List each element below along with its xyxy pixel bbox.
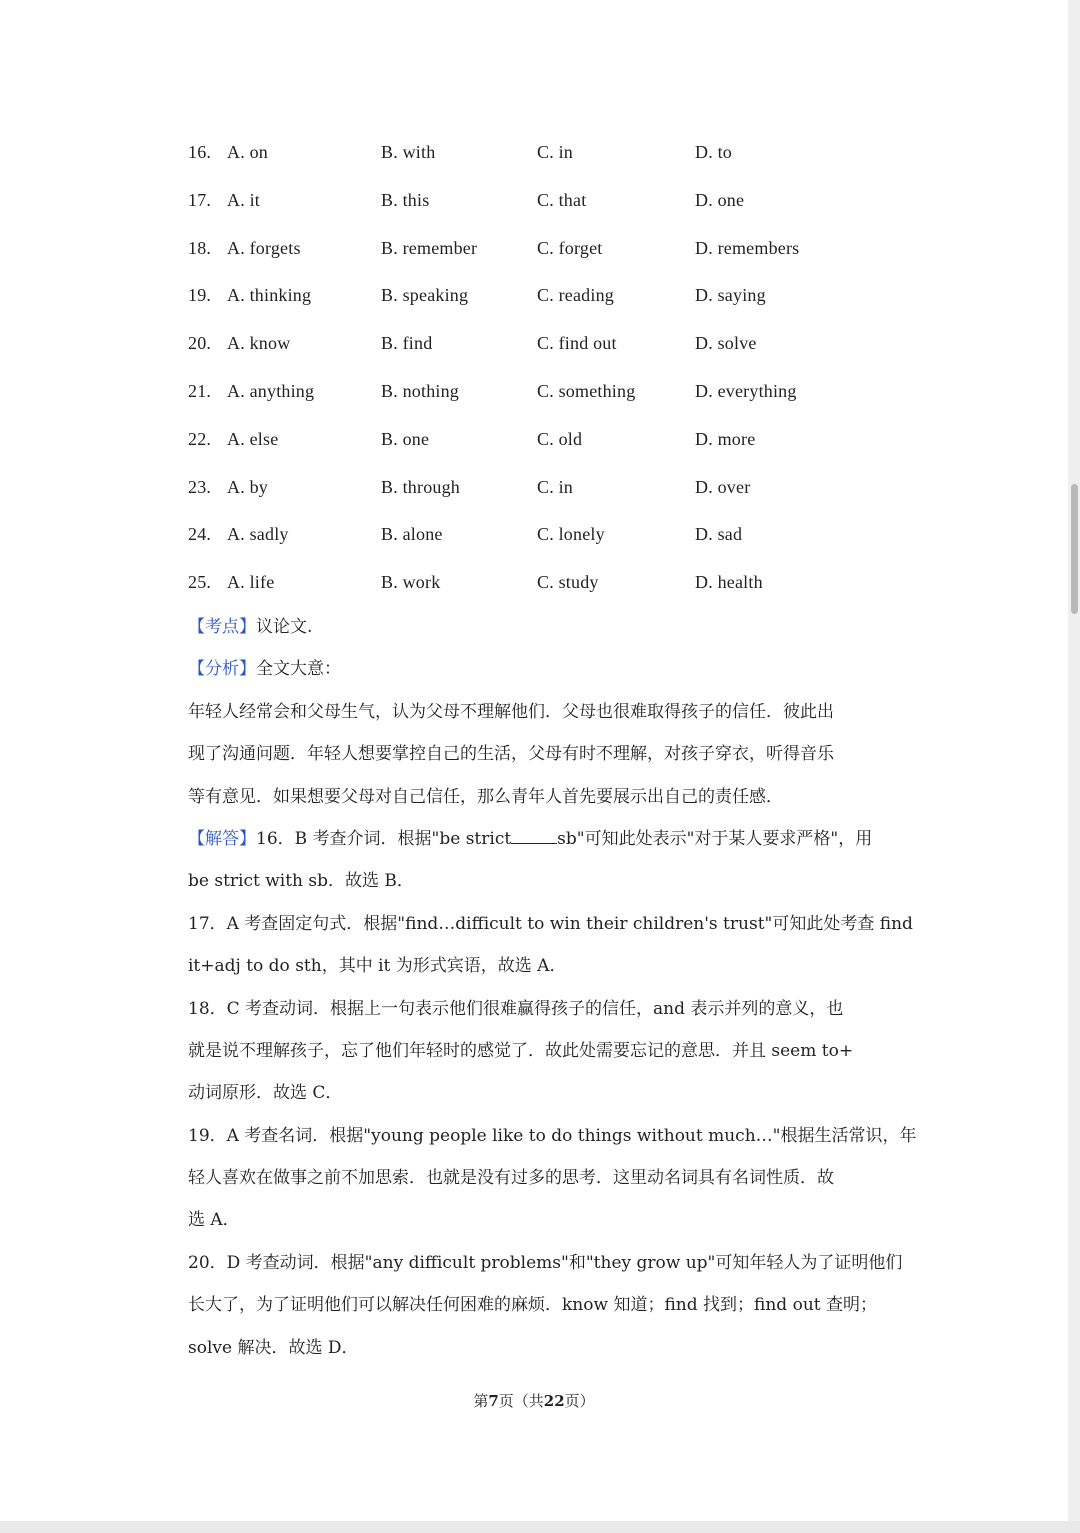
question-row: [188, 185, 888, 233]
option-b: B. one: [381, 428, 430, 449]
question-number: 20.: [188, 333, 212, 354]
option-c: C. in: [537, 142, 574, 162]
paragraph-line: 轻人喜欢在做事之前不加思索．也就是没有过多的思考．这里动名词具有名词性质．故: [188, 1168, 834, 1189]
question-row: [188, 233, 888, 281]
fenxi-text: 全文大意：: [256, 659, 341, 680]
option-d: D. saying: [695, 285, 766, 306]
option-b: B. through: [381, 476, 461, 497]
paragraph-line: 17．A 考查固定句式．根据"find…difficult to win their children's trust"可知此处考查 find: [188, 913, 913, 934]
question-row: [188, 519, 888, 567]
option-a: A. know: [227, 333, 291, 354]
scrollbar-thumb[interactable]: [1071, 484, 1078, 614]
option-b: B. alone: [381, 524, 443, 545]
option-c: C. lonely: [537, 524, 605, 545]
question-row: [188, 137, 888, 185]
option-d: D. everything: [695, 380, 797, 401]
option-c: C. old: [537, 428, 583, 449]
option-a: A. anything: [227, 380, 315, 401]
paragraph-line: 18．C 考查动词．根据上一句表示他们很难赢得孩子的信任，and 表示并列的意义，也: [188, 998, 844, 1019]
paragraph-line: it+adj to do sth，其中 it 为形式宾语，故选 A．: [188, 956, 567, 977]
kaodian-line: [188, 612, 918, 654]
kaodian-text: 议论文.: [256, 617, 313, 637]
paragraph-line: 20．D 考查动词．根据"any difficult problems"和"they grow up"可知年轻人为了证明他们: [188, 1252, 903, 1273]
option-c: C. study: [537, 572, 599, 593]
paragraph-line: 长大了，为了证明他们可以解决任何困难的麻烦．know 知道；find 找到；find out 查明；: [188, 1295, 878, 1316]
fenxi-line: [188, 654, 918, 696]
option-d: D. to: [695, 142, 732, 162]
option-a: A. sadly: [227, 524, 289, 545]
paragraph-line: 选 A．: [188, 1210, 240, 1231]
option-c: C. that: [537, 189, 587, 210]
question-number: 23.: [188, 476, 212, 497]
question-number: 19.: [188, 285, 212, 306]
jieda-tag: 【解答】: [188, 828, 256, 849]
paragraph-line: 年轻人经常会和父母生气，认为父母不理解他们．父母也很难取得孩子的信任．彼此出: [188, 701, 834, 722]
option-b: B. find: [381, 333, 433, 354]
option-d: D. health: [695, 572, 763, 593]
option-a: A. it: [227, 189, 261, 210]
option-a: A. thinking: [227, 285, 312, 306]
question-number: 18.: [188, 237, 212, 258]
footer-total-pages: 22: [543, 1392, 565, 1410]
option-b: B. nothing: [381, 380, 460, 401]
option-d: D. more: [695, 428, 756, 449]
jieda-line: [188, 824, 918, 866]
question-row: [188, 424, 888, 472]
vertical-scrollbar[interactable]: [1068, 0, 1080, 1533]
paragraph-line: 现了沟通问题．年轻人想要掌控自己的生活，父母有时不理解，对孩子穿衣，听得音乐: [188, 744, 834, 765]
option-a: A. by: [227, 476, 268, 497]
jieda-text-before-blank: 16．B 考查介词．根据"be strict: [256, 828, 512, 849]
question-number: 24.: [188, 524, 212, 545]
paragraph-line: be strict with sb．故选 B．: [188, 871, 414, 892]
option-d: D. sad: [695, 524, 743, 545]
question-row: [188, 280, 888, 328]
paragraph-line: solve 解决．故选 D．: [188, 1337, 359, 1358]
question-row: [188, 328, 888, 376]
option-c: C. find out: [537, 333, 617, 354]
jieda-text-after-blank: sb"可知此处表示"对于某人要求严格"，用: [557, 828, 873, 849]
paragraph-line: 等有意见．如果想要父母对自己信任，那么青年人首先要展示出自己的责任感．: [188, 786, 783, 807]
option-c: C. forget: [537, 237, 603, 258]
option-c: C. something: [537, 380, 636, 401]
option-d: D. one: [695, 189, 745, 210]
paragraph-line: 19．A 考查名词．根据"young people like to do things without much…"根据生活常识，年: [188, 1125, 917, 1146]
option-b: B. work: [381, 572, 441, 593]
explanation-section: [188, 612, 918, 1375]
question-row: [188, 376, 888, 424]
question-row: [188, 472, 888, 520]
footer-suffix: 页）: [564, 1392, 595, 1410]
paragraph-line: 动词原形．故选 C．: [188, 1083, 343, 1104]
question-number: 22.: [188, 428, 212, 449]
option-d: D. solve: [695, 333, 757, 354]
question-number: 21.: [188, 380, 212, 401]
bottom-edge: [0, 1521, 1080, 1533]
option-b: B. speaking: [381, 285, 469, 306]
question-number: 16.: [188, 142, 212, 162]
option-d: D. remembers: [695, 237, 800, 258]
option-a: A. forgets: [227, 237, 301, 258]
options-list: [188, 137, 888, 615]
paragraph-line: 就是说不理解孩子，忘了他们年轻时的感觉了．故此处需要忘记的意思．并且 seem to+: [188, 1040, 854, 1061]
question-number: 17.: [188, 189, 212, 210]
footer-prefix: 第: [473, 1392, 489, 1410]
answer-blank: [511, 829, 557, 844]
question-number: 25.: [188, 572, 212, 593]
kaodian-tag: 【考点】: [188, 617, 256, 637]
option-a: A. else: [227, 428, 279, 449]
option-b: B. remember: [381, 237, 478, 258]
option-d: D. over: [695, 476, 751, 497]
fenxi-tag: 【分析】: [188, 659, 256, 680]
option-a: A. on: [227, 142, 268, 162]
question-row: [188, 567, 888, 615]
option-c: C. in: [537, 476, 574, 497]
option-c: C. reading: [537, 285, 614, 306]
footer-page-number: 7: [488, 1392, 499, 1410]
option-a: A. life: [227, 572, 275, 593]
footer-middle: 页（共: [498, 1392, 544, 1410]
page-footer: [0, 1390, 1068, 1411]
option-b: B. this: [381, 189, 430, 210]
option-b: B. with: [381, 142, 436, 162]
